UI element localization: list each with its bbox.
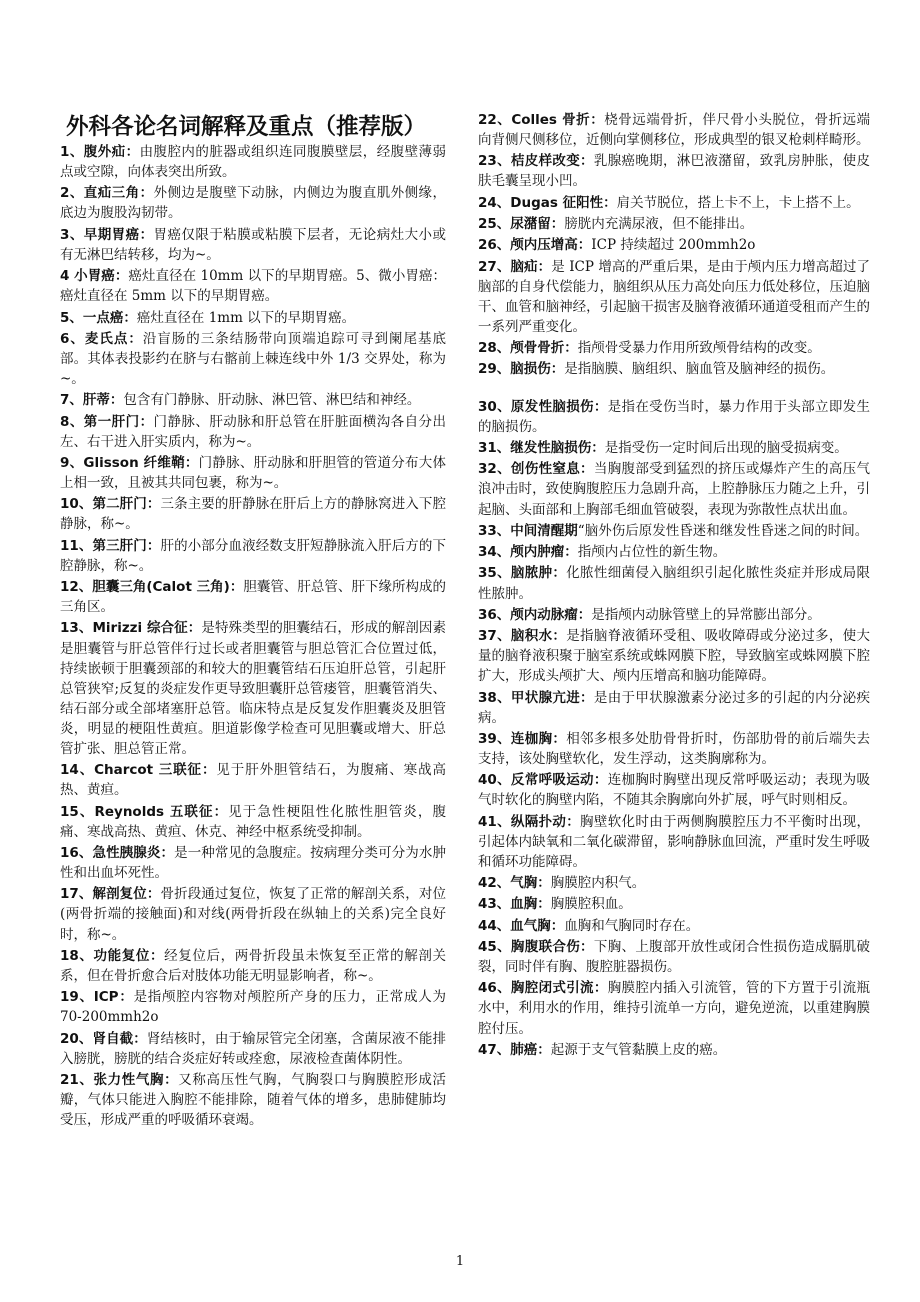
term-label: 10、第二肝门： <box>60 496 161 513</box>
term-entry <box>60 453 446 493</box>
term-label: 26、颅内压增高： <box>478 237 592 254</box>
term-definition: 胆囊管、肝总管、肝下缘所构成的三角区。 <box>60 579 447 616</box>
term-entry <box>60 884 446 944</box>
term-label: 23、桔皮样改变： <box>478 153 594 170</box>
term-label: 21、张力性气胸： <box>60 1071 179 1088</box>
term-label: 12、胆囊三角(Calot 三角)： <box>60 579 244 596</box>
term-definition: 胃癌仅限于粘膜或粘膜下层者，无论病灶大小或有无淋巴结转移，均为~。 <box>60 226 446 263</box>
term-entry <box>478 894 870 914</box>
term-definition: 经复位后，两骨折段虽未恢复至正常的解剖关系，但在骨折愈合后对肢体功能无明显影响者，称~。 <box>60 947 446 984</box>
term-entry <box>478 397 870 437</box>
term-label: 42、气胸： <box>478 875 551 892</box>
term-label: 7、肝蒂： <box>60 392 124 409</box>
term-entry <box>60 760 446 800</box>
term-definition: 是指脑膜、脑组织、脑血管及脑神经的损伤。 <box>564 361 835 378</box>
term-entry <box>478 873 870 893</box>
right-entry-list <box>478 110 870 1060</box>
term-definition: ICP 持续超过 200mmh2o <box>591 237 756 254</box>
term-entry <box>478 459 870 519</box>
term-definition: 是指颅腔内容物对颅腔所产身的压力，正常成人为 70-200mmh2o <box>60 989 446 1026</box>
term-label: 8、第一肝门： <box>60 413 154 430</box>
term-definition: 包含有门静脉、肝动脉、淋巴管、淋巴结和神经。 <box>123 392 421 409</box>
term-definition: 由腹腔内的脏器或组织连同腹膜壁层，经腹壁薄弱点或空隙，向体表突出所致。 <box>60 144 446 181</box>
term-entry <box>60 329 446 389</box>
term-definition: 胸壁软化时由于两侧胸膜腔压力不平衡时出现，引起体内缺氧和二氧化碳滞留，影响静脉血回流，严重时发生呼吸和循环功能障碍。 <box>478 813 870 870</box>
term-entry <box>478 770 870 810</box>
left-entry-list <box>60 142 446 1130</box>
term-label: 36、颅内动脉瘤： <box>478 606 592 623</box>
term-label: 2、直疝三角： <box>60 185 154 202</box>
term-label: 28、颅骨骨折： <box>478 340 578 357</box>
term-definition: 是指颅内动脉管壁上的异常膨出部分。 <box>591 606 821 623</box>
term-entry <box>60 1070 446 1130</box>
term-definition: 肾结核时，由于输尿管完全闭塞，含菌尿液不能排入膀胱，膀胱的结合炎症好转或痊愈，尿液检查菌体阴性。 <box>60 1030 446 1067</box>
term-definition: 是指脑脊液循环受租、吸收障碍或分泌过多，使大量的脑脊液积聚于脑室系统或蛛网膜下腔，导致脑室或蛛网膜下腔扩大，形成头颅扩大、颅内压增高和脑功能障碍。 <box>478 628 871 685</box>
term-label: 38、甲状腺亢进： <box>478 689 594 706</box>
term-label: 15、Reynolds 五联征： <box>60 803 229 820</box>
term-definition: 沿盲肠的三条结肠带向顶端追踪可寻到阑尾基底部。其体表投影约在脐与右髂前上棘连线中外 1/3 交界处，称为~。 <box>60 330 446 387</box>
term-label: 40、反常呼吸运动： <box>478 772 608 789</box>
term-entry <box>478 521 870 541</box>
term-entry <box>478 193 870 213</box>
term-entry <box>60 183 446 223</box>
term-definition: 门静脉、肝动脉和肝总管在肝脏面横沟各自分出左、右干进入肝实质内，称为~。 <box>60 413 446 450</box>
term-definition: 见于急性梗阻性化脓性胆管炎，腹痛、寒战高热、黄疸、休克、神经中枢系统受抑制。 <box>60 803 446 840</box>
term-entry <box>60 987 446 1027</box>
term-definition: 血胸和气胸同时存在。 <box>564 917 700 934</box>
term-label: 3、早期胃癌： <box>60 226 154 243</box>
term-entry <box>478 563 870 603</box>
term-definition: 是一种常见的急腹症。按病理分类可分为水肿性和出血坏死性。 <box>60 845 446 882</box>
term-definition: 起源于支气管黏膜上皮的癌。 <box>550 1041 727 1058</box>
term-entry <box>60 266 446 306</box>
term-label: 4 小胃癌： <box>60 268 129 285</box>
term-label: 29、脑损伤： <box>478 361 565 378</box>
term-label: 43、血胸： <box>478 896 551 913</box>
term-entry <box>478 978 870 1038</box>
term-label: 41、纵隔扑动： <box>478 813 581 830</box>
term-entry <box>60 308 446 328</box>
term-label: 39、连枷胸： <box>478 730 567 747</box>
term-label: 45、胸腹联合伤： <box>478 938 594 955</box>
term-label: 5、一点癌： <box>60 309 137 326</box>
term-label: 24、Dugas 征阳性： <box>478 194 617 211</box>
term-entry <box>478 937 870 977</box>
term-definition: 桡骨远端骨折，伴尺骨小头脱位，骨折远端向背侧尺侧移位，近侧向掌侧移位，形成典型的银叉枪刺样畸形。 <box>478 112 870 149</box>
spacer <box>478 381 870 397</box>
term-entry <box>478 1040 870 1060</box>
term-definition: 胸膜腔积血。 <box>550 896 632 913</box>
term-definition: 是 ICP 增高的严重后果，是由于颅内压力增高超过了脑部的自身代偿能力，脑组织从压力高处向压力低处移位，压迫脑干、血管和脑神经，引起脑干损害及脑脊液循环通道受租而产生的一系列严重变化。 <box>478 258 870 335</box>
term-label: 47、肺癌： <box>478 1041 551 1058</box>
term-label: 46、胸腔闭式引流： <box>478 980 608 997</box>
term-definition: 指颅内占位性的新生物。 <box>577 544 727 561</box>
term-entry <box>60 225 446 265</box>
term-label: 27、脑疝： <box>478 258 552 275</box>
left-column <box>60 112 446 1131</box>
term-label: 34、颅内肿瘤： <box>478 544 578 561</box>
term-definition: 胸膜腔内插入引流管，管的下方置于引流瓶水中，利用水的作用，维持引流单一方向，避免逆流，以重建胸膜腔付压。 <box>478 980 870 1037</box>
term-definition: “脑外伤后原发性昏迷和继发性昏迷之间的时间。 <box>577 522 869 539</box>
term-entry <box>478 110 870 150</box>
term-entry <box>60 618 446 759</box>
term-label: 17、解剖复位： <box>60 886 161 903</box>
term-definition: 当胸腹部受到猛烈的挤压或爆炸产生的高压气浪冲击时，致使胸腹腔压力急剧升高，上腔静脉压力随之上升，引起脑、头面部和上胸部毛细血管破裂，表现为弥散性点状出血。 <box>478 461 870 518</box>
term-entry <box>60 1029 446 1069</box>
term-entry <box>60 577 446 617</box>
term-entry <box>478 235 870 255</box>
term-label: 44、血气胸： <box>478 917 565 934</box>
term-label: 37、脑积水： <box>478 628 567 645</box>
term-entry <box>478 151 870 191</box>
right-column <box>478 110 870 1061</box>
term-definition: 又称高压性气胸，气胸裂口与胸膜腔形成活瓣，气体只能进入胸腔不能排除，随着气体的增多，患肺健肺均受压，形成严重的呼吸循环衰竭。 <box>60 1071 446 1129</box>
term-label: 13、Mirizzi 综合征： <box>60 620 202 637</box>
term-label: 31、继发性脑损伤： <box>478 440 605 457</box>
term-entry <box>478 214 870 234</box>
term-entry <box>60 412 446 452</box>
term-label: 1、腹外疝： <box>60 144 140 160</box>
term-entry <box>60 390 446 410</box>
term-definition: 膀胱内充满尿液，但不能排出。 <box>564 216 754 233</box>
term-label: 22、Colles 骨折： <box>478 112 605 128</box>
term-definition: 乳腺癌晚期，淋巴液潴留，致乳房肿胀，使皮肤毛囊呈现小凹。 <box>478 153 870 190</box>
term-entry <box>60 802 446 842</box>
term-label: 33、中间清醒期 <box>478 522 578 539</box>
term-definition: 指颅骨受暴力作用所致颅骨结构的改变。 <box>577 340 821 357</box>
term-entry <box>60 494 446 534</box>
term-entry <box>478 812 870 872</box>
term-label: 16、急性胰腺炎： <box>60 845 175 861</box>
term-label: 20、肾自截： <box>60 1030 147 1047</box>
term-definition: 肝的小部分血液经数支肝短静脉流入肝后方的下腔静脉，称~。 <box>60 537 447 574</box>
term-definition: 骨折段通过复位，恢复了正常的解剖关系，对位(两骨折端的接触面)和对线(两骨折段在纵轴上的关系)完全良好时，称~。 <box>60 886 447 943</box>
term-definition: 是由于甲状腺激素分泌过多的引起的内分泌疾病。 <box>478 689 870 726</box>
term-entry <box>478 257 870 337</box>
term-definition: 三条主要的肝静脉在肝后上方的静脉窝进入下腔静脉，称~。 <box>60 496 447 533</box>
term-label: 35、脑脓肿： <box>478 565 567 582</box>
term-definition: 连枷胸时胸壁出现反常呼吸运动；表现为吸气时软化的胸壁内陷，不随其余胸廓向外扩展，呼气时则相反。 <box>478 772 870 809</box>
term-label: 25、尿潴留： <box>478 216 565 233</box>
term-entry <box>478 729 870 769</box>
page-title: 外科各论名词解释及重点（推荐版） <box>66 114 427 140</box>
term-definition: 化脓性细菌侵入脑组织引起化脓性炎症并形成局限性脓肿。 <box>478 565 871 602</box>
term-definition: 是特殊类型的胆囊结石，形成的解剖因素是胆囊管与肝总管伴行过长或者胆囊管与胆总管汇合位置过低，持续嵌顿于胆囊颈部的和较大的胆囊管结石压迫肝总管，引起肝总管狭窄;反复的炎症发作更导致胆囊肝总管瘘管，胆囊管消失、结石部分或全部堵塞肝总管。临床特点是反复发作胆囊炎及胆管炎，明显的梗阻性黄疸。胆道影像学检查可见胆囊或增大、肝总管扩张、胆总管正常。 <box>60 620 446 757</box>
term-label: 14、Charcot 三联征： <box>60 762 217 779</box>
term-entry <box>60 536 446 576</box>
term-definition: 下胸、上腹部开放性或闭合性损伤造成膈肌破裂，同时伴有胸、腹腔脏器损伤。 <box>478 938 870 976</box>
term-definition: 是指在受伤当时，暴力作用于头部立即发生的脑损伤。 <box>478 398 870 435</box>
term-entry <box>60 843 446 883</box>
term-entry <box>478 605 870 625</box>
term-entry <box>478 438 870 458</box>
term-label: 18、功能复位： <box>60 947 165 964</box>
term-label: 9、Glisson 纤维鞘： <box>60 454 199 471</box>
term-entry <box>478 542 870 562</box>
term-definition: 癌灶直径在 10mm 以下的早期胃癌。5、微小胃癌：癌灶直径在 5mm 以下的早期胃癌。 <box>60 268 447 305</box>
term-definition: 是指受伤一定时间后出现的脑受损病变。 <box>604 440 848 457</box>
term-entry <box>478 359 870 379</box>
term-label: 32、创伤性窒息： <box>478 461 594 478</box>
term-entry <box>478 916 870 936</box>
term-definition: 肩关节脱位，搭上卡不上，卡上搭不上。 <box>616 194 860 211</box>
term-label: 19、ICP： <box>60 989 134 1006</box>
term-label: 30、原发性脑损伤： <box>478 398 608 415</box>
term-entry <box>60 946 446 986</box>
term-definition: 胸膜腔内积气。 <box>550 875 646 892</box>
term-definition: 门静脉、肝动脉和肝胆管的管道分布大体上相一致，且被其共同包裹，称为~。 <box>60 454 446 491</box>
term-entry <box>478 338 870 358</box>
term-definition: 外侧边是腹壁下动脉，内侧边为腹直肌外侧缘，底边为腹股沟韧带。 <box>60 185 446 222</box>
term-label: 11、第三肝门： <box>60 537 161 554</box>
term-entry <box>478 626 870 686</box>
term-entry <box>478 688 870 728</box>
term-definition: 见于肝外胆管结石，为腹痛、寒战高热、黄疸。 <box>60 762 447 799</box>
term-definition: 相邻多根多处肋骨骨折时，伤部肋骨的前后端失去支持，该处胸壁软化，发生浮动，这类胸廓称为。 <box>478 730 871 767</box>
term-entry <box>60 142 446 182</box>
page-number: 1 <box>455 1254 465 1269</box>
term-definition: 癌灶直径在 1mm 以下的早期胃癌。 <box>136 309 356 326</box>
term-label: 6、麦氏点： <box>60 330 143 347</box>
